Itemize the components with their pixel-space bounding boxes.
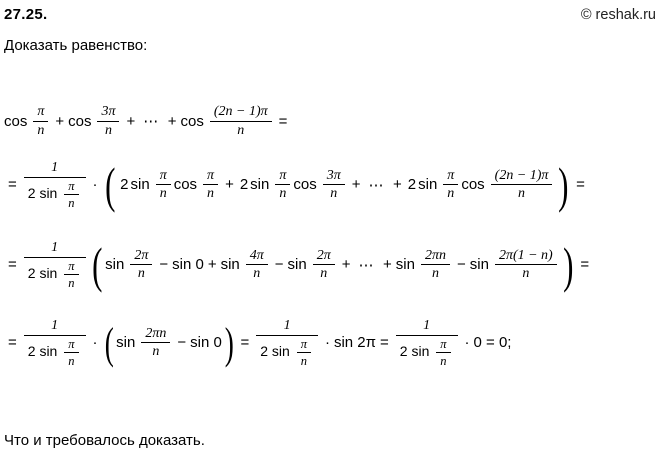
right-paren-2: ) bbox=[562, 237, 574, 294]
equals-8: = bbox=[380, 334, 389, 352]
denom-2sin-2: 2 sin bbox=[27, 264, 58, 281]
fraction-4pi-n: $\frac{4\pi}{n}$ bbox=[246, 248, 268, 282]
minus-4: − bbox=[177, 334, 187, 352]
plus-7: + bbox=[207, 256, 217, 274]
plus-6: + bbox=[393, 176, 402, 194]
fraction-1-over-2sin-5: 1 2 sin $\frac{\pi}{n}$ bbox=[396, 318, 458, 368]
plus-5: + bbox=[351, 176, 361, 194]
fraction-2pi-n-e: $\frac{2\pi}{n}$ bbox=[313, 248, 335, 282]
sin-a1: sin bbox=[130, 176, 150, 194]
fraction-2pin-n-g: $\frac{2\pi n}{n}$ bbox=[141, 326, 170, 360]
denom-2sin-5: 2 sin bbox=[399, 342, 430, 359]
plus-9: + bbox=[383, 256, 392, 274]
sin-d1: sin bbox=[105, 256, 125, 274]
equals-4: = bbox=[8, 256, 17, 274]
fraction-2pin-n: $\frac{2\pi n}{n}$ bbox=[421, 248, 450, 282]
inner-fraction-pi-n-1: $\frac{\pi}{n}$ bbox=[64, 179, 78, 210]
fraction-1-over-2sin: 1 2 sin $\frac{\pi}{n}$ bbox=[24, 160, 86, 210]
cos-b1: cos bbox=[293, 176, 317, 194]
inner-fraction-pi-n-2: $\frac{\pi}{n}$ bbox=[64, 259, 78, 290]
equals-3: = bbox=[576, 176, 585, 194]
equals-5: = bbox=[580, 256, 590, 274]
fraction-pi-n-c1: $\frac{\pi}{n}$ bbox=[443, 168, 458, 202]
left-paren-1: ( bbox=[104, 157, 115, 214]
minus-2: − bbox=[274, 256, 284, 274]
plus-2: + bbox=[126, 112, 136, 130]
sin-f1: sin bbox=[395, 256, 415, 274]
right-paren-3: ) bbox=[224, 318, 234, 368]
fraction-3pi-n-b: $\frac{3\pi}{n}$ bbox=[323, 168, 345, 202]
ellipsis-1: ⋯ bbox=[143, 113, 160, 131]
cos-1: cos bbox=[4, 112, 28, 130]
coef-2-c: 2 bbox=[407, 176, 417, 194]
cdot-2: · bbox=[92, 334, 98, 352]
sin-zero-1: sin 0 bbox=[172, 256, 204, 274]
sin-zero-2: sin 0 bbox=[190, 334, 222, 352]
cdot-1: · bbox=[92, 176, 98, 194]
ellipsis-2: ⋯ bbox=[368, 176, 385, 194]
sin-f2: sin bbox=[469, 256, 489, 274]
final-zero-equals: 0 = 0; bbox=[473, 334, 512, 352]
sin-c1: sin bbox=[418, 176, 438, 194]
cdot-4: · bbox=[464, 334, 470, 352]
left-paren-2: ( bbox=[91, 237, 102, 294]
fraction-2pi-1-minus-n-over-n: $\frac{2\pi(1 - n)}{n}$ bbox=[495, 248, 557, 282]
header-row bbox=[0, 6, 662, 28]
plus-1: + bbox=[55, 112, 65, 130]
denom-2sin-1: 2 sin bbox=[27, 184, 58, 201]
fraction-pi-n-a1: $\frac{\pi}{n}$ bbox=[156, 168, 171, 202]
fraction-1-over-2sin-2: 1 2 sin $\frac{\pi}{n}$ bbox=[24, 240, 86, 290]
denom-2sin-3: 2 sin bbox=[27, 342, 58, 359]
task-number: 27.25. bbox=[4, 6, 48, 23]
sin-b1: sin bbox=[250, 176, 270, 194]
left-paren-3: ( bbox=[104, 318, 114, 368]
denom-2sin-4: 2 sin bbox=[260, 342, 290, 359]
fraction-2n-1-pi-n: $\frac{(2n - 1)\pi}{n}$ bbox=[210, 104, 272, 138]
fraction-3pi-n: $\frac{3\pi}{n}$ bbox=[97, 104, 119, 138]
inner-fraction-pi-n-3: $\frac{\pi}{n}$ bbox=[64, 337, 78, 368]
sin-e2: sin bbox=[287, 256, 307, 274]
fraction-1-over-2sin-4: 1 2 sin $\frac{\pi}{n}$ bbox=[256, 318, 318, 368]
inner-fraction-pi-n-5: $\frac{\pi}{n}$ bbox=[436, 337, 450, 368]
equals-7: = bbox=[240, 334, 250, 352]
sin-2pi: sin 2π bbox=[333, 334, 377, 352]
cos-2: cos bbox=[68, 112, 92, 130]
fraction-1-over-2sin-3: 1 2 sin $\frac{\pi}{n}$ bbox=[24, 318, 86, 368]
cos-c1: cos bbox=[461, 176, 485, 194]
prompt-text: Доказать равенство: bbox=[4, 37, 148, 54]
ellipsis-3: ⋯ bbox=[358, 256, 376, 274]
minus-3: − bbox=[456, 256, 466, 274]
plus-8: + bbox=[341, 256, 351, 274]
plus-3: + bbox=[167, 112, 177, 130]
fraction-pi-n-a2: $\frac{\pi}{n}$ bbox=[203, 168, 218, 202]
cos-3: cos bbox=[180, 112, 204, 130]
equation-line-3 bbox=[4, 237, 593, 294]
cdot-3: · bbox=[324, 334, 330, 352]
right-paren-1: ) bbox=[558, 157, 569, 214]
coef-2-b: 2 bbox=[239, 176, 249, 194]
equation-line-1 bbox=[4, 104, 291, 138]
equals-1: = bbox=[278, 112, 288, 130]
conclusion-text: Что и требовалось доказать. bbox=[4, 432, 205, 449]
minus-1: − bbox=[159, 256, 169, 274]
fraction-pi-n-1: $\frac{\pi}{n}$ bbox=[33, 104, 48, 138]
coef-2-a: 2 bbox=[120, 176, 129, 194]
watermark: © reshak.ru bbox=[580, 7, 656, 23]
equation-line-2 bbox=[4, 157, 589, 214]
sin-e1: sin bbox=[220, 256, 240, 274]
plus-4: + bbox=[225, 176, 234, 194]
equals-6: = bbox=[8, 334, 17, 352]
sin-g1: sin bbox=[116, 334, 136, 352]
equals-2: = bbox=[8, 176, 17, 194]
equation-line-4 bbox=[4, 318, 511, 368]
cos-a1: cos bbox=[173, 176, 198, 194]
inner-fraction-pi-n-4: $\frac{\pi}{n}$ bbox=[297, 337, 311, 368]
fraction-2pi-n-d: $\frac{2\pi}{n}$ bbox=[130, 248, 152, 282]
fraction-pi-n-b1: $\frac{\pi}{n}$ bbox=[275, 168, 290, 202]
fraction-2n-1-pi-n-c: $\frac{(2n - 1)\pi}{n}$ bbox=[491, 168, 553, 202]
